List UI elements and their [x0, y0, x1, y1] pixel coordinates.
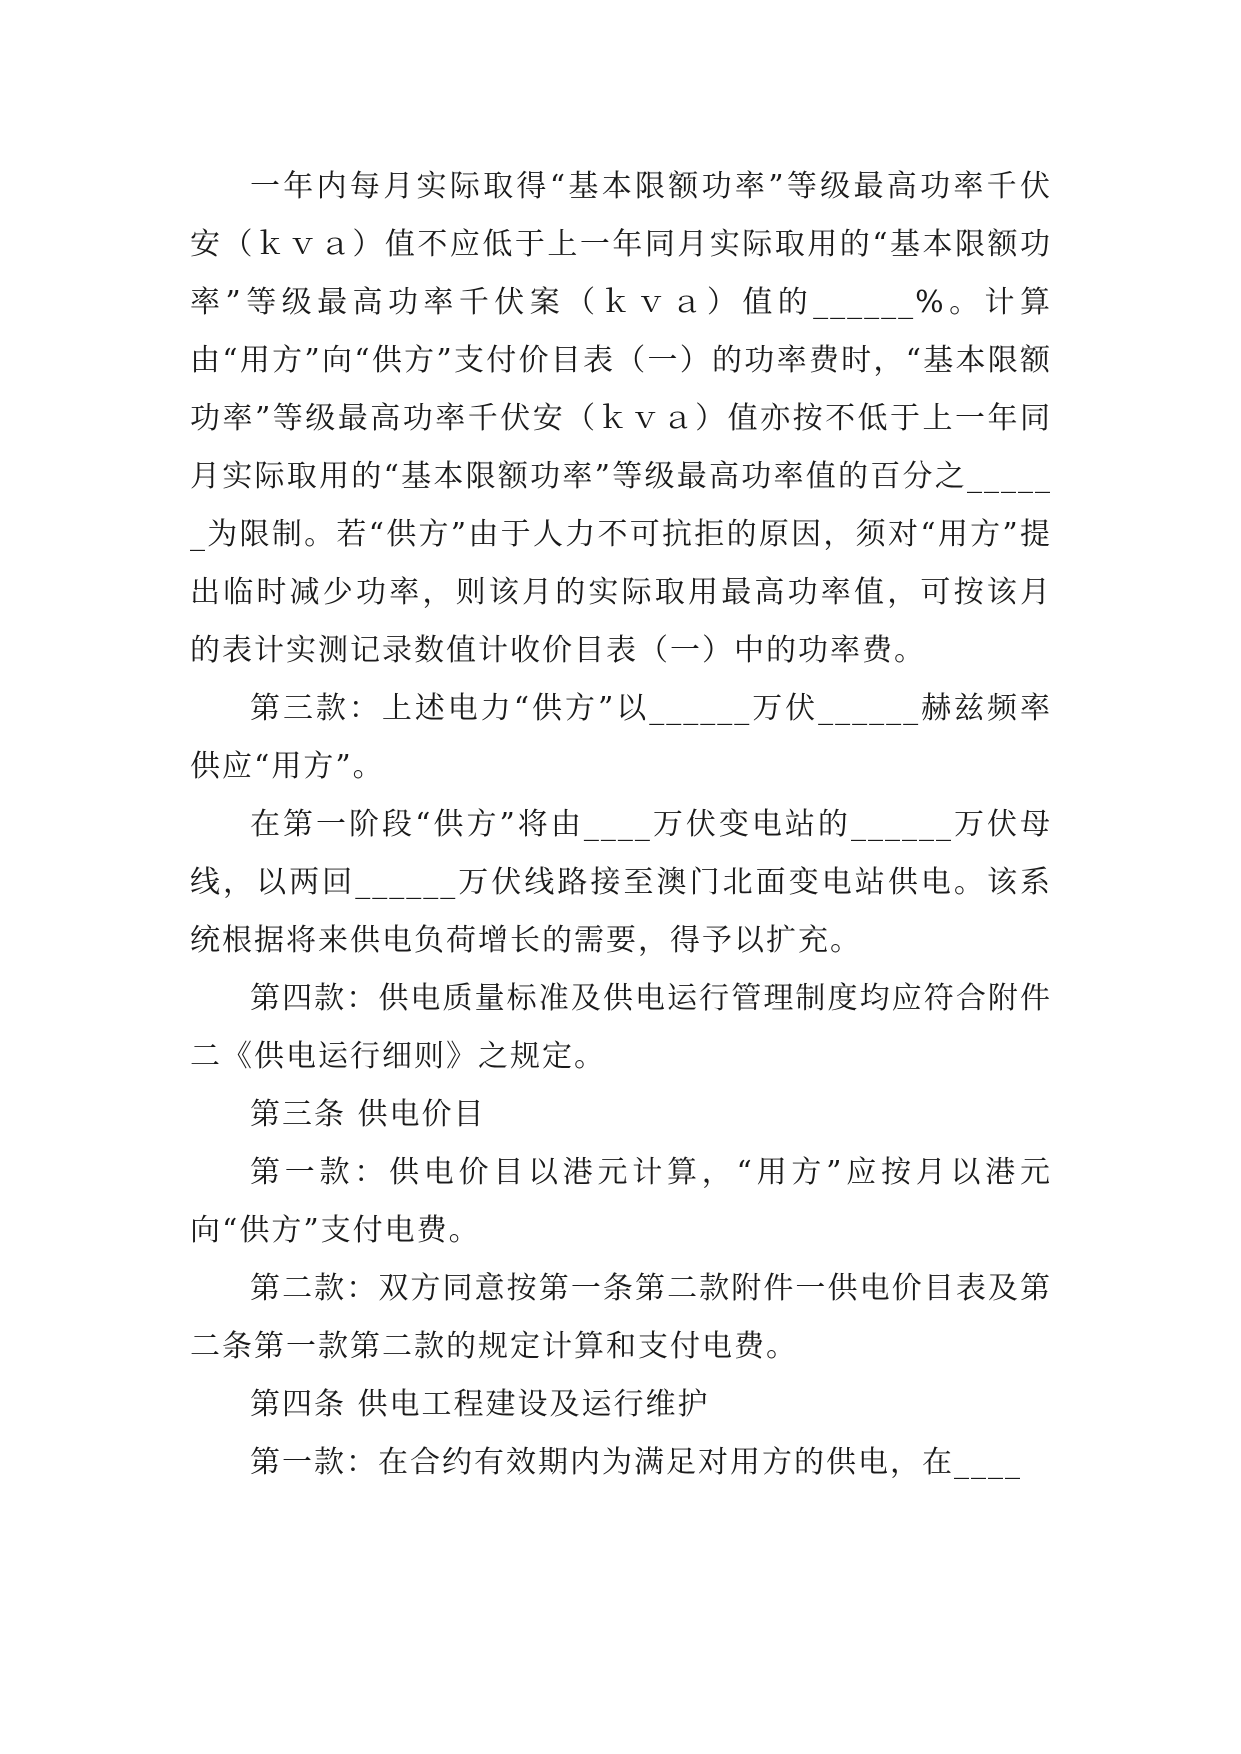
paragraph-power-limit: 一年内每月实际取得“基本限额功率”等级最高功率千伏安（ｋｖａ）值不应低于上一年同月实际取用的“基本限额功率”等级最高功率千伏案（ｋｖａ）值的______%。计算由“用方”向“供方”支付价目表（一）的功率费时，“基本限额功率”等级最高功率千伏安（ｋｖａ）值亦按不低于上一年同月实际取用的“基本限额功率”等级最高功率值的百分之______为限制。若“供方”由于人力不可抗拒的原因，须对“用方”提出临时减少功率，则该月的实际取用最高功率值，可按该月的表计实测记录数值计收价目表（一）中的功率费。 [190, 169, 1052, 668]
document-body [190, 158, 1052, 1492]
article-3-heading: 第三条 供电价目 [250, 1097, 486, 1132]
paragraph-article-4-clause-1: 第一款：在合约有效期内为满足对用方的供电，在____ [250, 1445, 1022, 1480]
paragraph-clause-3: 第三款：上述电力“供方”以______万伏______赫兹频率供应“用方”。 [190, 691, 1052, 784]
paragraph-clause-4: 第四款：供电质量标准及供电运行管理制度均应符合附件二《供电运行细则》之规定。 [190, 981, 1052, 1074]
paragraph-first-stage: 在第一阶段“供方”将由____万伏变电站的______万伏母线，以两回______万伏线路接至澳门北面变电站供电。该系统根据将来供电负荷增长的需要，得予以扩充。 [190, 807, 1052, 958]
article-4-heading: 第四条 供电工程建设及运行维护 [250, 1387, 710, 1422]
paragraph-article-3-clause-1: 第一款：供电价目以港元计算，“用方”应按月以港元向“供方”支付电费。 [190, 1155, 1052, 1248]
paragraph-article-3-clause-2: 第二款：双方同意按第一条第二款附件一供电价目表及第二条第一款第二款的规定计算和支付电费。 [190, 1271, 1052, 1364]
